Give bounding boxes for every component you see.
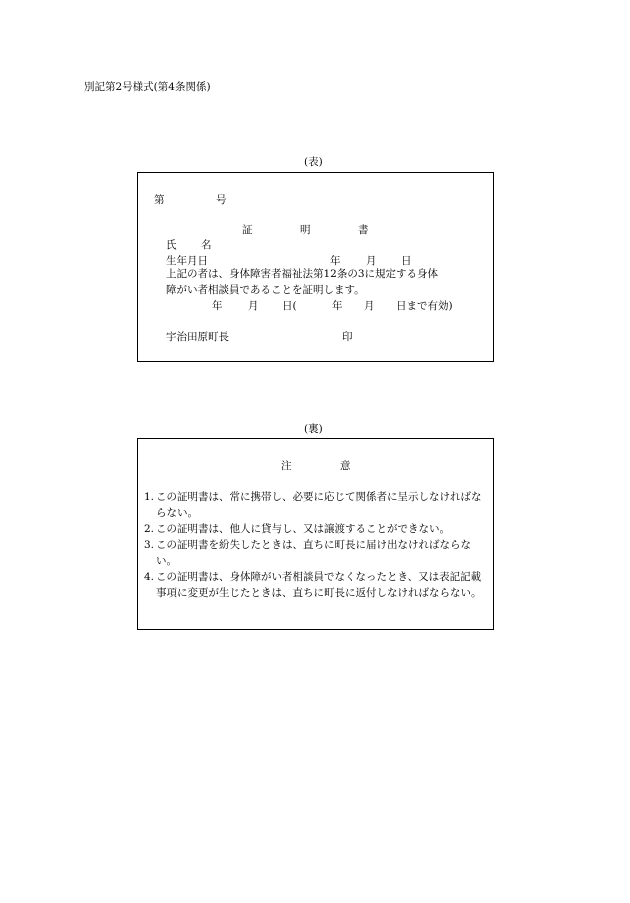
certificate-body-line-2: 障がい者相談員であることを証明します。 <box>166 284 365 296</box>
validity-month-2: 月 <box>364 300 375 312</box>
certificate-body-line-1: 上記の者は、身体障害者福祉法第12条の3に規定する身体 <box>166 268 439 280</box>
name-label-char-2: 名 <box>201 239 212 251</box>
birthdate-year-unit: 年 <box>330 255 341 267</box>
notice-item-text: この証明書は、身体障がい者相談員でなくなったとき、又は表記記載事項に変更が生じたときは、直ちに町長に返付しなければならない。 <box>156 571 482 599</box>
number-suffix: 号 <box>216 194 227 206</box>
notice-item-number: 1. <box>144 491 155 503</box>
birthdate-label: 生年月日 <box>166 255 208 267</box>
notice-title-char-1: 注 <box>281 460 292 472</box>
validity-year-2: 年 <box>332 300 343 312</box>
name-label-char-1: 氏 <box>166 239 177 251</box>
notice-item-text: この証明書は、常に携帯し、必要に応じて関係者に呈示しなければならない。 <box>156 491 482 519</box>
notice-title-char-2: 意 <box>340 460 351 472</box>
certificate-title-char-1: 証 <box>242 224 253 236</box>
issuer-name: 宇治田原町長 <box>166 331 229 343</box>
certificate-back <box>137 438 494 630</box>
form-title: 別記第2号様式(第4条関係) <box>84 81 211 93</box>
validity-year-1: 年 <box>212 300 223 312</box>
validity-day-1: 日( <box>282 300 297 312</box>
validity-month-1: 月 <box>248 300 259 312</box>
birthdate-month-unit: 月 <box>366 255 377 267</box>
birthdate-day-unit: 日 <box>401 255 412 267</box>
notice-item-number: 4. <box>144 571 155 583</box>
certificate-title-char-3: 書 <box>358 224 369 236</box>
certificate-title-char-2: 明 <box>300 224 311 236</box>
number-prefix: 第 <box>154 194 165 206</box>
notice-item-4 <box>138 569 495 601</box>
notice-item-number: 3. <box>144 539 155 551</box>
front-caption: (表) <box>304 156 323 168</box>
notice-item-text: この証明書は、他人に貸与し、又は譲渡することができない。 <box>156 523 450 535</box>
notice-item-1 <box>138 489 495 521</box>
seal-mark: 印 <box>342 331 353 343</box>
notice-item-2 <box>138 521 495 537</box>
validity-day-2: 日まで有効) <box>396 300 453 312</box>
notice-item-number: 2. <box>144 523 155 535</box>
certificate-front <box>137 172 494 362</box>
back-caption: (裏) <box>304 423 323 435</box>
notice-item-text: この証明書を紛失したときは、直ちに町長に届け出なければならない。 <box>156 539 471 567</box>
notice-item-3 <box>138 537 495 569</box>
